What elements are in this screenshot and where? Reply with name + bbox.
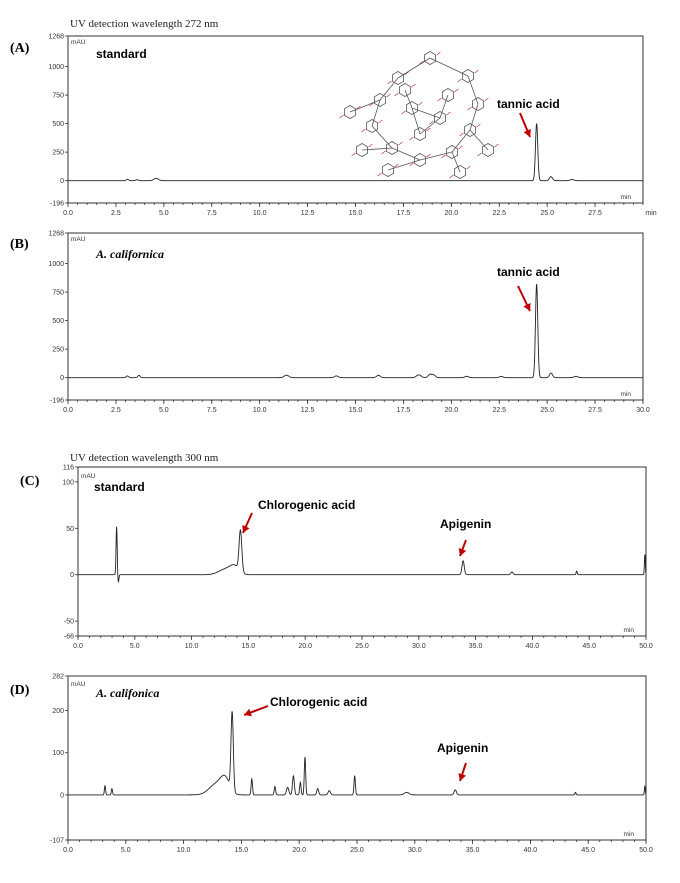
tannic-acid-structure [340,52,499,179]
x-tick-label: 0.0 [63,847,73,854]
y-tick-label: 282 [52,673,64,681]
y-tick-label: 500 [52,318,64,326]
y-tick-label: 100 [62,479,74,487]
sample-label: A. californica [96,247,164,261]
x-tick-label: 50.0 [639,643,653,650]
y-tick-label: 500 [52,121,64,129]
hydroxyl-bond [459,146,463,149]
x-tick-label: 27.5 [588,210,602,217]
hydroxyl-bond [395,93,399,96]
x-tick-label: 12.5 [300,407,315,414]
hydroxyl-bond [427,154,431,157]
peak-annotation-label: Apigenin [437,741,489,755]
panel-label: (B) [10,237,29,252]
y-tick-label: 750 [52,92,64,100]
x-tick-label: 45.0 [581,847,596,854]
x-tick-label: 0.0 [73,643,83,650]
y-tick-label: 1268 [48,33,64,41]
x-tick-label: 25.0 [355,643,369,650]
x-tick-label: 2.5 [111,407,121,414]
hydroxyl-bond [458,79,462,82]
y-tick-label: 1000 [48,261,64,269]
linker-bond [398,58,430,78]
peak-annotation-label: tannic acid [497,97,560,111]
x-tick-label: 35.0 [465,847,480,854]
linker-bond [388,160,420,170]
y-tick-label: -50 [63,618,74,626]
hydroxyl-bond [485,98,489,101]
x-tick-label: 20.0 [444,210,459,217]
hydroxyl-bond [379,120,383,123]
plot-frame [68,36,643,203]
x-tick-label: 5.0 [129,643,140,650]
panel-label: (C) [20,474,40,489]
hydroxyl-bond [352,153,356,156]
panel-label: (D) [10,683,30,698]
x-tick-label: 7.5 [206,210,217,217]
linker-bond [412,108,440,118]
x-tick-label: 12.5 [300,210,315,217]
sample-label: standard [94,480,145,494]
hydroxyl-bond [478,153,482,156]
linker-bond [350,100,380,112]
wavelength-label: UV detection wavelength 272 nm [70,18,219,30]
x-tick-label: 20.0 [298,643,313,650]
x-tick-label: 45.0 [582,643,597,650]
x-tick-label: 0.0 [63,407,73,414]
sample-label: standard [96,47,147,61]
y-tick-label: 250 [52,149,64,157]
hydroxyl-bond [388,81,392,84]
hydroxyl-bond [475,70,479,73]
wavelength-label: UV detection wavelength 300 nm [70,452,219,464]
x-tick-label: 17.5 [396,210,411,217]
x-tick-label: 40.0 [525,643,540,650]
hydroxyl-bond [450,175,454,178]
hydroxyl-bond [495,144,499,147]
hydroxyl-bond [419,102,423,105]
panel-label: (A) [10,41,30,56]
x-tick-label: 5.0 [158,210,169,217]
linker-bond [372,126,392,148]
linker-bond [392,148,420,160]
y-tick-label: -66 [63,633,74,641]
hydroxyl-bond [399,142,403,145]
peak-annotation-label: tannic acid [497,265,560,279]
x-tick-label: 10.0 [176,847,191,854]
linker-bond [452,152,460,172]
y-tick-label: 750 [52,289,64,297]
x-tick-label: 7.5 [206,407,217,414]
x-tick-label: 17.5 [396,407,411,414]
hydroxyl-bond [402,111,406,114]
y-tick-label: 200 [52,708,64,716]
x-tick-label: 15.0 [234,847,249,854]
peak-annotation-label: Apigenin [440,517,492,531]
plot-frame [78,467,646,636]
x-tick-label: 0.0 [63,210,73,217]
hydroxyl-bond [412,84,416,87]
hydroxyl-bond [468,107,472,110]
hydroxyl-bond [442,155,446,158]
linker-bond [362,148,392,150]
x-tick-label: 10.0 [252,210,267,217]
x-tick-label: 10.0 [252,407,267,414]
y-tick-label: 250 [52,346,64,354]
chromatogram-panel-2 [10,231,650,415]
x-tick-label: 15.0 [241,643,256,650]
y-tick-label: 116 [62,464,74,472]
linker-bond [452,130,470,152]
x-tick-label: 22.5 [492,210,507,217]
hydroxyl-bond [437,52,441,55]
x-axis-label: min [620,391,631,398]
chromatogram-panel-3 [20,452,653,650]
hydroxyl-bond [340,115,344,118]
x-tick-label: 25.0 [540,210,554,217]
chromatogram-trace [78,527,646,582]
y-tick-label: 1000 [48,64,64,72]
x-tick-label: 25.0 [350,847,364,854]
chromatogram-panel-4 [10,674,653,855]
y-tick-label: 0 [70,572,74,580]
x-tick-label: 30.0 [407,847,422,854]
hydroxyl-bond [467,166,471,169]
y-unit-label: mAU [71,236,86,243]
x-tick-label: 35.0 [468,643,483,650]
x-tick-label: 30.0 [411,643,426,650]
x-tick-label: 50.0 [639,847,653,854]
peak-annotation-label: Chlorogenic acid [270,695,368,709]
hydroxyl-bond [447,112,451,115]
x-tick-label: 30.0 [636,407,650,414]
y-unit-label: mAU [81,473,96,480]
hydroxyl-bond [362,129,366,132]
y-unit-label: mAU [71,39,86,46]
hydroxyl-bond [378,173,382,176]
x-tick-label: 15.0 [348,407,363,414]
peak-annotation-label: Chlorogenic acid [258,498,356,512]
x-tick-label: 27.5 [588,407,602,414]
x-axis-label: min [623,831,634,838]
x-tick-label: 40.0 [523,847,538,854]
y-tick-label: 0 [60,178,64,186]
hydroxyl-bond [460,133,464,136]
x-tick-label: 5.0 [120,847,131,854]
x-tick-label: 20.0 [292,847,307,854]
linker-bond [430,58,468,76]
x-tick-label: 20.0 [444,407,459,414]
x-tick-label: 22.5 [492,407,507,414]
chromatogram-trace [68,124,643,181]
x-axis-label: min [623,627,634,634]
y-tick-label: 50 [66,525,74,533]
hydroxyl-bond [369,144,373,147]
hydroxyl-bond [382,151,386,154]
y-tick-label: -196 [49,397,64,405]
x-tick-label: 25.0 [540,407,554,414]
hydroxyl-bond [410,137,414,140]
y-tick-label: 1268 [48,230,64,238]
y-tick-label: -196 [49,200,64,208]
chromatogram-trace [68,284,643,378]
y-tick-label: 100 [52,750,64,758]
y-tick-label: 0 [60,375,64,383]
hydroxyl-bond [455,89,459,92]
linker-bond [380,78,398,100]
hydroxyl-bond [438,98,442,101]
x-tick-label: 5.0 [158,407,169,414]
chromatogram-panel-1 [10,18,657,217]
x-tick-label: 15.0 [348,210,363,217]
sample-label: A. califonica [96,686,160,700]
y-tick-label: -107 [49,837,64,845]
linker-bond [470,130,488,150]
x-tick-label: 2.5 [111,210,121,217]
x-axis-label-extra: min [645,210,657,217]
x-axis-label: min [620,194,631,201]
x-tick-label: 10.0 [184,643,199,650]
y-unit-label: mAU [71,681,86,688]
linker-bond [468,76,478,104]
hydroxyl-bond [477,124,481,127]
hydroxyl-bond [387,94,391,97]
y-tick-label: 0 [60,792,64,800]
chromatogram-trace [68,712,646,795]
linker-bond [420,118,440,134]
